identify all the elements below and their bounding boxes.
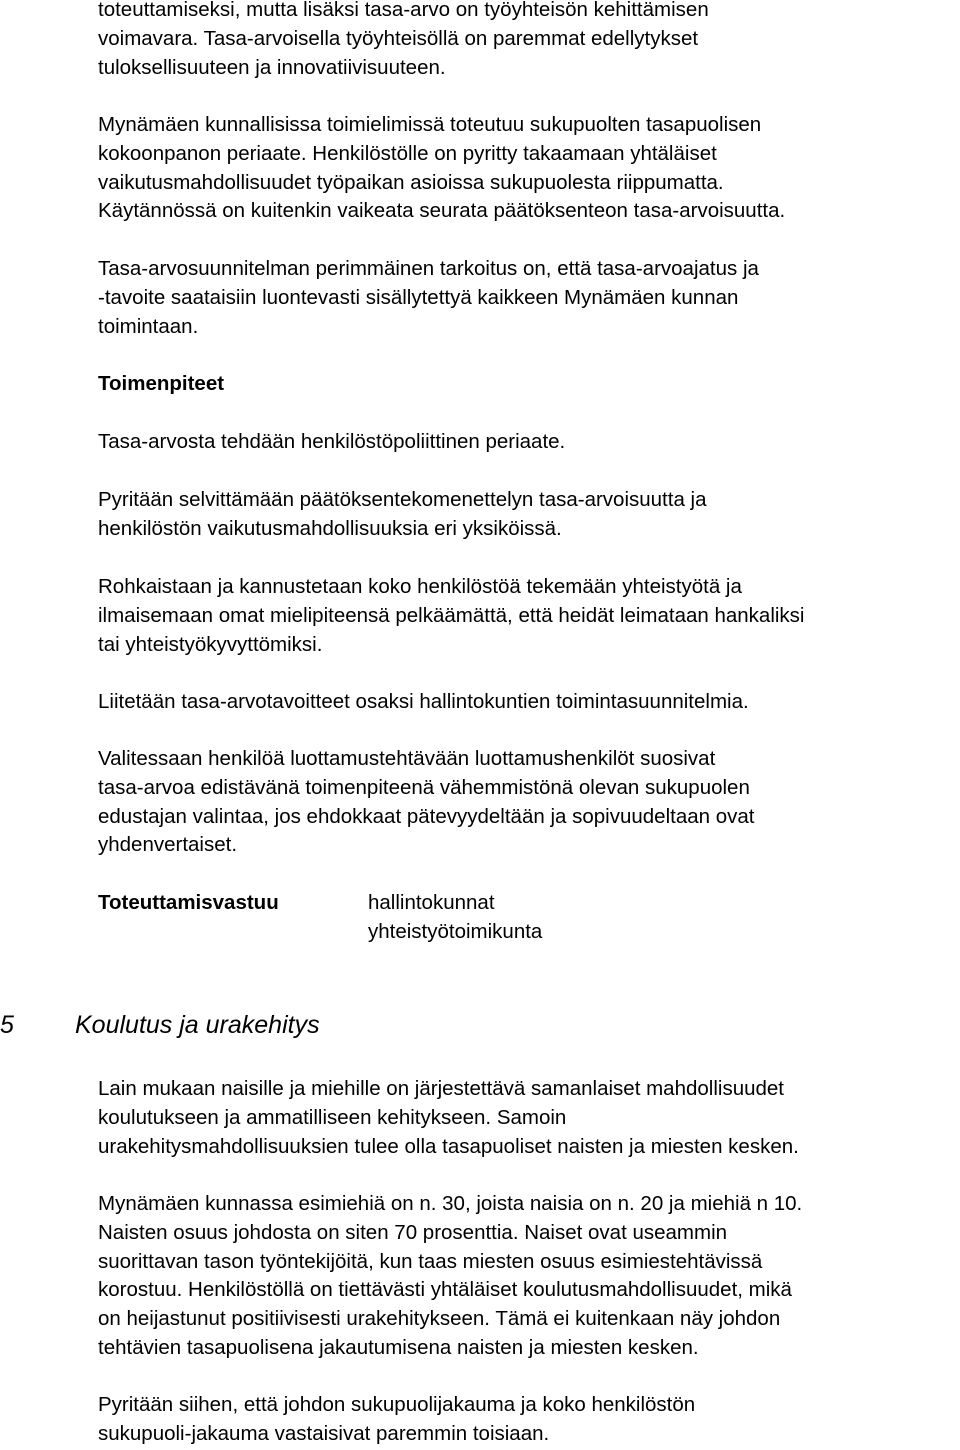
section5-paragraph-3 <box>98 1391 960 1449</box>
text-line: toteuttamiseksi, mutta lisäksi tasa-arvo on työyhteisön kehittämisen <box>98 0 709 21</box>
text-line: Pyritään siihen, että johdon sukupuolijakauma ja koko henkilöstön <box>98 1393 696 1416</box>
toimenpiteet-heading: Toimenpiteet <box>98 372 225 395</box>
text-line: tai yhteistyökyvyttömiksi. <box>98 632 323 656</box>
text-line: kokoonpanon periaate. Henkilöstölle on pyritty takaamaan yhtäläiset <box>98 141 717 165</box>
intro-paragraph <box>98 0 960 82</box>
text-line: Pyritään selvittämään päätöksentekomenettelyn tasa-arvoisuutta ja <box>98 488 707 511</box>
toimenpide-item-1 <box>98 428 960 457</box>
responsibility-label: Toteuttamisvastuu <box>98 891 279 914</box>
text-line: Rohkaistaan ja kannustetaan koko henkilöstöä tekemään yhteistyötä ja <box>98 575 742 598</box>
text-line: Naisten osuus johdosta on siten 70 prosenttia. Naiset ovat useammin <box>98 1220 728 1244</box>
text-line: Liitetään tasa-arvotavoitteet osaksi hallintokuntien toimintasuunnitelmia. <box>98 690 749 713</box>
section5-paragraph-2 <box>98 1190 960 1363</box>
section-number: 5 <box>0 1011 14 1039</box>
text-line: tuloksellisuuteen ja innovatiivisuuteen. <box>98 55 446 79</box>
text-line: vaikutusmahdollisuudet työpaikan asioissa sukupuolesta riippumatta. <box>98 170 724 194</box>
text-line: ilmaisemaan omat mielipiteensä pelkäämättä, että heidät leimataan hankaliksi <box>98 603 805 627</box>
text-line: Lain mukaan naisille ja miehille on järjestettävä samanlaiset mahdollisuudet <box>98 1077 784 1100</box>
text-line: voimavara. Tasa-arvoisella työyhteisöllä on paremmat edellytykset <box>98 26 699 50</box>
text-line: koulutukseen ja ammatilliseen kehitykseen. Samoin <box>98 1105 567 1129</box>
text-line: Mynämäen kunnassa esimiehiä on n. 30, joista naisia on n. 20 ja miehiä n 10. <box>98 1192 803 1215</box>
toimenpide-item-3 <box>98 573 960 659</box>
text-line: Käytännössä on kuitenkin vaikeata seurata päätöksenteon tasa-arvoisuutta. <box>98 199 786 223</box>
text-line: henkilöstön vaikutusmahdollisuuksia eri yksiköissä. <box>98 516 562 540</box>
responsible-party: hallintokunnat <box>368 891 495 914</box>
section5-paragraph-1 <box>98 1075 960 1161</box>
text-line: Valitessaan henkilöä luottamustehtävään luottamushenkilöt suosivat <box>98 747 716 770</box>
text-line: Mynämäen kunnallisissa toimielimissä toteutuu sukupuolten tasapuolisen <box>98 113 762 136</box>
responsibility-values <box>368 889 542 947</box>
toimenpide-item-5 <box>98 745 960 860</box>
paragraph-tarkoitus <box>98 255 960 341</box>
text-line: edustajan valintaa, jos ehdokkaat pätevyydeltään ja sopivuudeltaan ovat <box>98 804 755 828</box>
text-line: korostuu. Henkilöstöllä on tiettävästi yhtäläiset koulutusmahdollisuudet, mikä <box>98 1278 792 1302</box>
text-line: yhdenvertaiset. <box>98 833 238 857</box>
text-line: urakehitysmahdollisuuksien tulee olla tasapuoliset naisten ja miesten kesken. <box>98 1134 799 1158</box>
text-line: sukupuoli-jakauma vastaisivat paremmin toisiaan. <box>98 1421 550 1445</box>
paragraph-toimielimet <box>98 111 960 226</box>
text-line: Tasa-arvosta tehdään henkilöstöpoliittinen periaate. <box>98 430 566 453</box>
text-line: -tavoite saataisiin luontevasti sisällytettyä kaikkeen Mynämäen kunnan <box>98 285 739 309</box>
responsible-party: yhteistyötoimikunta <box>368 919 543 943</box>
text-line: tehtävien tasapuolisena jakautumisena naisten ja miesten kesken. <box>98 1335 699 1359</box>
text-line: Tasa-arvosuunnitelman perimmäinen tarkoitus on, että tasa-arvoajatus ja <box>98 257 759 280</box>
text-line: toimintaan. <box>98 314 199 338</box>
toimenpide-item-4 <box>98 688 960 717</box>
toimenpide-item-2 <box>98 486 960 544</box>
text-line: tasa-arvoa edistävänä toimenpiteenä vähemmistönä olevan sukupuolen <box>98 775 750 799</box>
text-line: suorittavan tason työntekijöitä, kun taas miesten osuus esimiestehtävissä <box>98 1249 763 1273</box>
section-title: Koulutus ja urakehitys <box>75 1011 320 1039</box>
text-line: on heijastunut positiivisesti urakehitykseen. Tämä ei kuitenkaan näy johdon <box>98 1307 781 1331</box>
